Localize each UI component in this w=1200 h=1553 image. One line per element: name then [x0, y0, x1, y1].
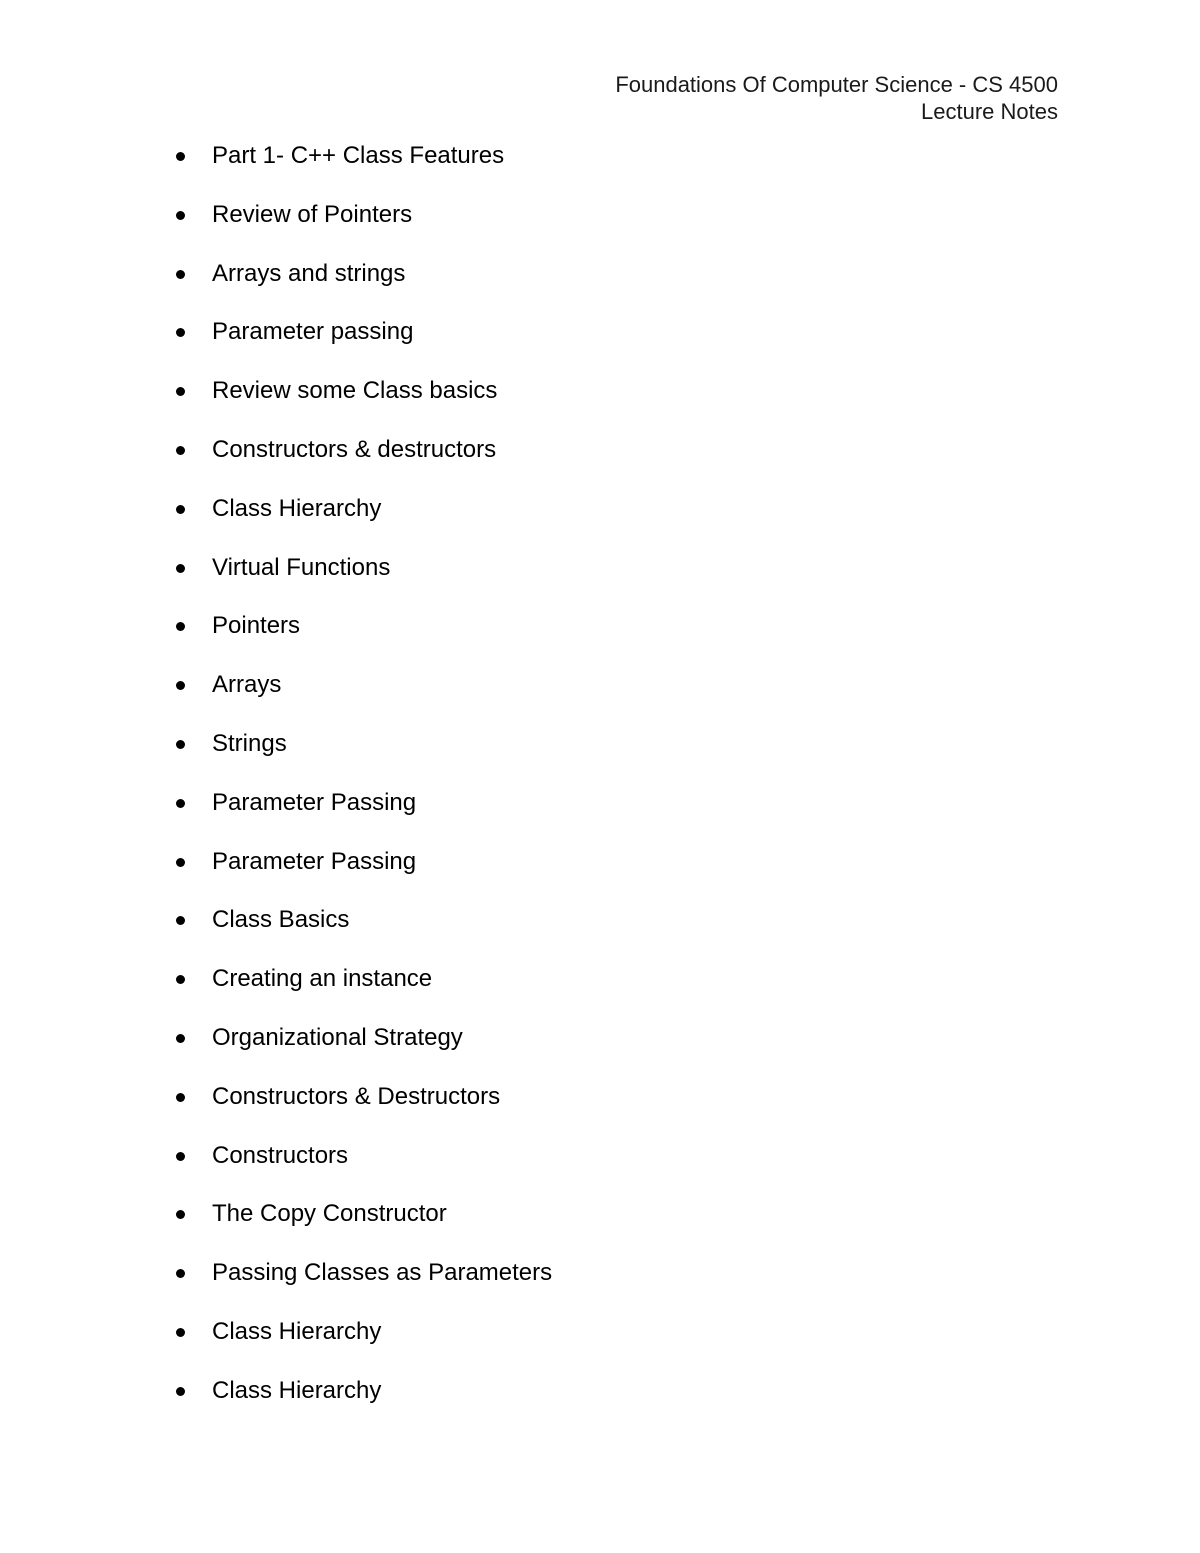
- list-item-text: Constructors & Destructors: [212, 1082, 501, 1110]
- list-item: [0, 1255, 700, 1314]
- list-item-text: Creating an instance: [212, 965, 433, 993]
- list-item-text: Parameter Passing: [212, 788, 417, 816]
- list-item: [0, 902, 700, 961]
- list-item-text: Arrays: [212, 671, 282, 699]
- list-item-text: Pointers: [212, 612, 301, 640]
- bullet-icon: [176, 681, 185, 690]
- list-item: [0, 1196, 700, 1255]
- list-item-text: Virtual Functions: [212, 553, 391, 581]
- bullet-icon: [176, 799, 185, 808]
- list-item-text: The Copy Constructor: [212, 1200, 447, 1228]
- list-item-text: Passing Classes as Parameters: [212, 1259, 553, 1287]
- list-item: [0, 785, 700, 844]
- list-item-text: Parameter Passing: [212, 847, 417, 875]
- bullet-icon: [176, 1093, 185, 1102]
- bullet-icon: [176, 1034, 185, 1043]
- list-item: [0, 432, 700, 491]
- list-item: [0, 1314, 700, 1373]
- course-title: Foundations Of Computer Science - CS 4500: [615, 72, 1058, 97]
- list-item: [0, 256, 700, 315]
- list-item-text: Constructors: [212, 1141, 349, 1169]
- list-item-text: Arrays and strings: [212, 259, 406, 287]
- bullet-icon: [176, 1210, 185, 1219]
- list-item-text: Strings: [212, 729, 287, 757]
- bullet-icon: [176, 270, 185, 279]
- bullet-icon: [176, 1152, 185, 1161]
- list-item: [0, 667, 700, 726]
- list-item: [0, 726, 700, 785]
- list-item-text: Organizational Strategy: [212, 1023, 463, 1051]
- bullet-icon: [176, 152, 185, 161]
- bullet-icon: [176, 740, 185, 749]
- list-item-text: Review of Pointers: [212, 200, 413, 228]
- list-item-text: Review some Class basics: [212, 377, 498, 405]
- list-item-text: Constructors & destructors: [212, 435, 497, 463]
- list-item: [0, 138, 700, 197]
- page-header: [615, 71, 1058, 125]
- list-item: [0, 197, 700, 256]
- bullet-icon: [176, 446, 185, 455]
- list-item-text: Class Basics: [212, 906, 350, 934]
- list-item: [0, 491, 700, 550]
- bullet-icon: [176, 387, 185, 396]
- list-item-text: Class Hierarchy: [212, 1317, 382, 1345]
- list-item: [0, 1138, 700, 1197]
- list-item: [0, 608, 700, 667]
- list-item: [0, 961, 700, 1020]
- list-item: [0, 373, 700, 432]
- list-item-text: Parameter passing: [212, 318, 414, 346]
- bullet-icon: [176, 916, 185, 925]
- bullet-icon: [176, 622, 185, 631]
- outline-list: [0, 138, 700, 1432]
- list-item-text: Class Hierarchy: [212, 494, 382, 522]
- bullet-icon: [176, 975, 185, 984]
- bullet-icon: [176, 211, 185, 220]
- list-item: [0, 314, 700, 373]
- list-item: [0, 1373, 700, 1432]
- bullet-icon: [176, 564, 185, 573]
- list-item: [0, 1020, 700, 1079]
- list-item: [0, 550, 700, 609]
- bullet-icon: [176, 505, 185, 514]
- list-item-text: Class Hierarchy: [212, 1376, 382, 1404]
- bullet-icon: [176, 1269, 185, 1278]
- bullet-icon: [176, 1387, 185, 1396]
- header-subtitle: Lecture Notes: [921, 99, 1058, 124]
- bullet-icon: [176, 1328, 185, 1337]
- bullet-icon: [176, 858, 185, 867]
- list-item: [0, 844, 700, 903]
- bullet-icon: [176, 328, 185, 337]
- list-item: [0, 1079, 700, 1138]
- list-item-text: Part 1- C++ Class Features: [212, 142, 505, 169]
